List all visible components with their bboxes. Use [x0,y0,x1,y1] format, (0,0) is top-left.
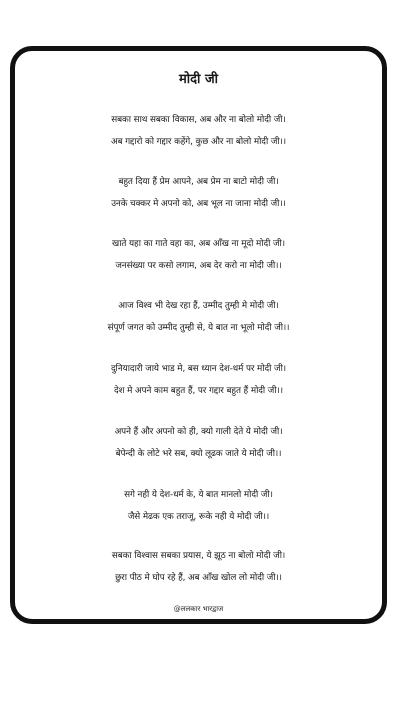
stanza-3 [15,233,382,277]
poem-line: खाते यहा का गाते वहा का, अब आँख ना मूदो मोदी जी। [112,239,285,249]
poem-line: दुनियादारी जाये भाड मे, बस ध्यान देश-धर्म पर मोदी जी। [110,364,286,374]
poem-card [10,46,387,624]
poem-line: सगे नही ये देश-धर्म के, ये बात मानलो मोदी जी। [124,490,273,500]
poem-line: सबका विश्वास सबका प्रयास, ये झूठ ना बोलो मोदी जी। [111,551,286,561]
author-signature: @ललकार भारद्वाज [173,605,224,613]
poem-line: छुरा पीठ मे घोप रहे हैं, अब आँख खोल लो मोदी जी।। [115,573,282,583]
stanza-2 [15,171,382,215]
stanza-8 [15,545,382,589]
stanza-6 [15,421,382,465]
poem-line: जनसंख्या पर कसो लगाम, अब देर करो ना मोदी जी।। [115,261,282,271]
poem-line: अपने हैं और अपनो को ही, क्यो गाली देते ये मोदी जी। [114,427,283,437]
stanza-4 [15,295,382,339]
poem-line: बेपेन्दी के लोटे भरे सब, क्यो लूढक जाते ये मोदी जी।। [115,449,282,459]
poem-line: जैसे मेढक एक तराजू, रूके नही ये मोदी जी।। [127,512,270,522]
poem-line: उनके चक्कर मे अपनो को, अब भूल ना जाना मोदी जी।। [111,199,286,209]
poem-line: देश मे अपने काम बहुत हैं, पर गद्दार बहुत हैं मोदी जी।। [114,386,283,396]
stanza-5 [15,358,382,402]
poem-line: अब गद्दारो को गद्दार कहेंगे, कुछ और ना बोलो मोदी जी।। [110,137,287,147]
poem-line: संपूर्ण जगत को उम्मीद तुम्ही से, ये बात ना भूलो मोदी जी।। [107,323,290,333]
stanza-1 [15,109,382,153]
poem-line: आज विश्व भी देख रहा हैं, उम्मीद तुम्ही मे मोदी जी। [118,301,279,311]
stanza-7 [15,484,382,528]
poem-line: बहुत दिया हैं प्रेम आपने, अब प्रेम ना बाटो मोदी जी। [118,177,279,187]
poem-title: मोदी जी [179,72,218,87]
poem-line: सबका साथ सबका विकास, अब और ना बोलो मोदी जी। [111,115,286,125]
